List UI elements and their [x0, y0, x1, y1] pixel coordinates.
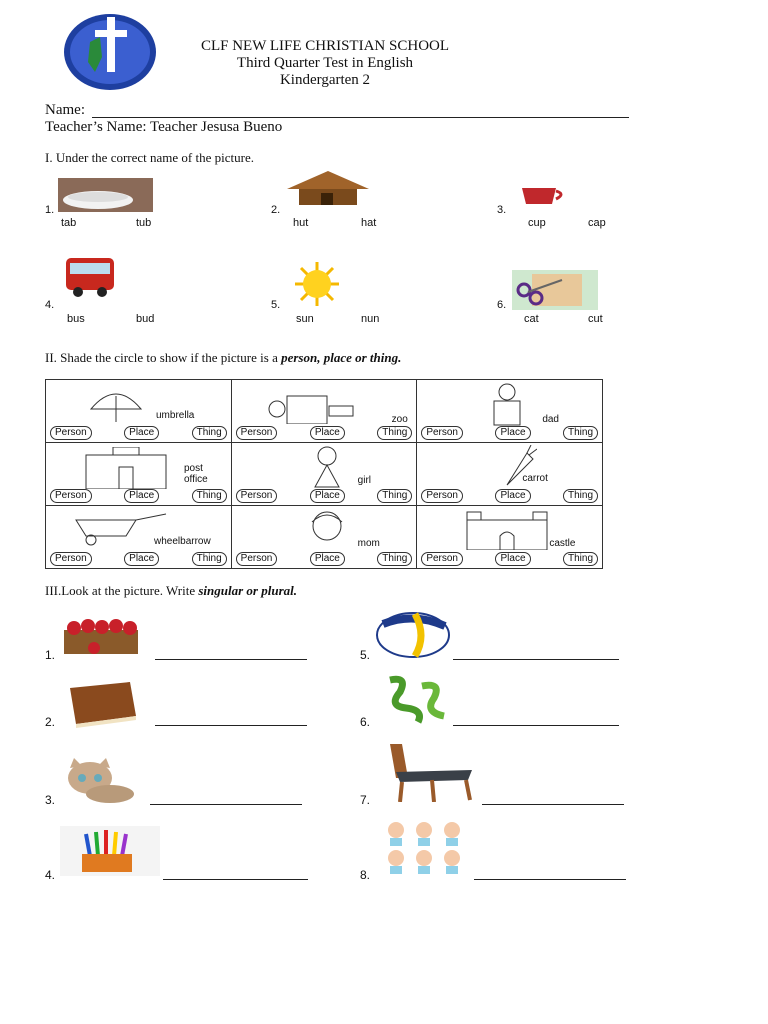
cell-word-carrot: carrot — [522, 473, 548, 484]
cell-word-castle: castle — [549, 538, 576, 549]
cell-word-mom: mom — [357, 538, 380, 549]
person-option[interactable]: Person — [236, 489, 278, 503]
section2-title: II. Shade the circle to show if the picture is a person, place or thing. — [45, 350, 402, 365]
thing-option[interactable]: Thing — [377, 489, 412, 503]
s3-item2-answer-line[interactable] — [155, 725, 307, 726]
person-option[interactable]: Person — [50, 426, 92, 440]
item5-number: 5. — [271, 299, 281, 311]
person-option[interactable]: Person — [421, 426, 463, 440]
apples-basket-image — [60, 616, 142, 656]
person-option[interactable]: Person — [236, 426, 278, 440]
thing-option[interactable]: Thing — [377, 426, 412, 440]
grade-level: Kindergarten 2 — [279, 72, 371, 88]
thing-option[interactable]: Thing — [192, 489, 227, 503]
cut-image — [512, 270, 598, 310]
s3-item7-answer-line[interactable] — [482, 804, 624, 805]
teacher-name: Teacher’s Name: Teacher Jesusa Bueno — [45, 119, 283, 135]
person-option[interactable]: Person — [50, 489, 92, 503]
grid-cell-wheelbarrow — [46, 506, 232, 569]
cell-word-zoo: zoo — [391, 414, 408, 425]
item2-number: 2. — [271, 204, 281, 216]
item4-number: 4. — [45, 299, 55, 311]
thing-option[interactable]: Thing — [192, 552, 227, 566]
snakes-image — [378, 672, 452, 728]
option-hut[interactable]: hut — [293, 217, 309, 229]
option-hat[interactable]: hat — [361, 217, 377, 229]
s3-item3-answer-line[interactable] — [150, 804, 302, 805]
classification-grid — [45, 379, 603, 569]
s3-item7-number: 7. — [360, 793, 371, 807]
mom-image — [302, 508, 352, 548]
person-option[interactable]: Person — [421, 552, 463, 566]
cell-word-girl: girl — [357, 475, 371, 486]
test-title: Third Quarter Test in English — [236, 55, 414, 71]
person-option[interactable]: Person — [236, 552, 278, 566]
option-tab[interactable]: tab — [61, 217, 77, 229]
place-option[interactable]: Place — [124, 552, 159, 566]
s3-item3-number: 3. — [45, 793, 56, 807]
grid-cell-dad — [417, 380, 603, 443]
grid-cell-umbrella — [46, 380, 232, 443]
cell-word-wheelbarrow: wheelbarrow — [154, 536, 211, 547]
person-option[interactable]: Person — [50, 552, 92, 566]
volleyball-image — [375, 612, 451, 658]
thing-option[interactable]: Thing — [563, 552, 598, 566]
chair-image — [386, 742, 476, 802]
grid-cell-mom — [231, 506, 417, 569]
option-bud[interactable]: bud — [136, 313, 155, 325]
s3-item4-number: 4. — [45, 868, 56, 882]
name-label: Name: — [45, 102, 85, 118]
crayons-image — [60, 826, 160, 876]
option-cap[interactable]: cap — [588, 217, 606, 229]
grid-cell-girl — [231, 443, 417, 506]
tub-image — [58, 178, 153, 212]
hut-image — [287, 171, 369, 205]
dad-image — [482, 382, 532, 426]
name-line[interactable] — [92, 117, 629, 118]
cat-image — [60, 758, 146, 804]
place-option[interactable]: Place — [495, 489, 530, 503]
s3-item6-number: 6. — [360, 715, 371, 729]
post-office-image — [81, 447, 171, 489]
s3-item5-answer-line[interactable] — [453, 659, 619, 660]
thing-option[interactable]: Thing — [563, 489, 598, 503]
option-cat[interactable]: cat — [524, 313, 539, 325]
cup-image — [518, 186, 568, 206]
section3-title: III.Look at the picture. Write singular or plural. — [45, 583, 297, 598]
s3-item4-answer-line[interactable] — [163, 879, 308, 880]
place-option[interactable]: Place — [495, 426, 530, 440]
sun-image — [288, 262, 346, 306]
place-option[interactable]: Place — [124, 489, 159, 503]
place-option[interactable]: Place — [310, 552, 345, 566]
option-nun[interactable]: nun — [361, 313, 380, 325]
grid-cell-post-office — [46, 443, 232, 506]
option-tub[interactable]: tub — [136, 217, 152, 229]
zoo-image — [267, 384, 357, 424]
s3-item1-number: 1. — [45, 648, 56, 662]
cell-word-umbrella: umbrella — [156, 410, 195, 421]
option-sun[interactable]: sun — [296, 313, 314, 325]
grid-cell-castle — [417, 506, 603, 569]
item3-number: 3. — [497, 204, 507, 216]
bus-image — [64, 254, 116, 298]
s3-item6-answer-line[interactable] — [453, 725, 619, 726]
s3-item5-number: 5. — [360, 648, 371, 662]
cell-word-post-office: post office — [184, 463, 208, 485]
s3-item1-answer-line[interactable] — [155, 659, 307, 660]
umbrella-image — [86, 384, 146, 424]
school-name: CLF NEW LIFE CHRISTIAN SCHOOL — [200, 38, 450, 54]
place-option[interactable]: Place — [310, 426, 345, 440]
girl-image — [307, 445, 347, 489]
babies-image — [382, 820, 470, 878]
thing-option[interactable]: Thing — [377, 552, 412, 566]
item6-number: 6. — [497, 299, 507, 311]
thing-option[interactable]: Thing — [192, 426, 227, 440]
place-option[interactable]: Place — [495, 552, 530, 566]
option-cup[interactable]: cup — [528, 217, 546, 229]
option-bus[interactable]: bus — [67, 313, 85, 325]
section1-title: I. Under the correct name of the picture. — [45, 150, 254, 165]
option-cut[interactable]: cut — [588, 313, 603, 325]
s3-item8-answer-line[interactable] — [474, 879, 626, 880]
cell-word-dad: dad — [542, 414, 559, 425]
item1-number: 1. — [45, 204, 55, 216]
grid-cell-zoo — [231, 380, 417, 443]
s3-item2-number: 2. — [45, 715, 56, 729]
castle-image — [462, 510, 552, 550]
book-image — [60, 680, 140, 728]
person-option[interactable]: Person — [421, 489, 463, 503]
school-logo — [60, 12, 160, 92]
s3-item8-number: 8. — [360, 868, 371, 882]
place-option[interactable]: Place — [124, 426, 159, 440]
grid-cell-carrot — [417, 443, 603, 506]
place-option[interactable]: Place — [310, 489, 345, 503]
thing-option[interactable]: Thing — [563, 426, 598, 440]
